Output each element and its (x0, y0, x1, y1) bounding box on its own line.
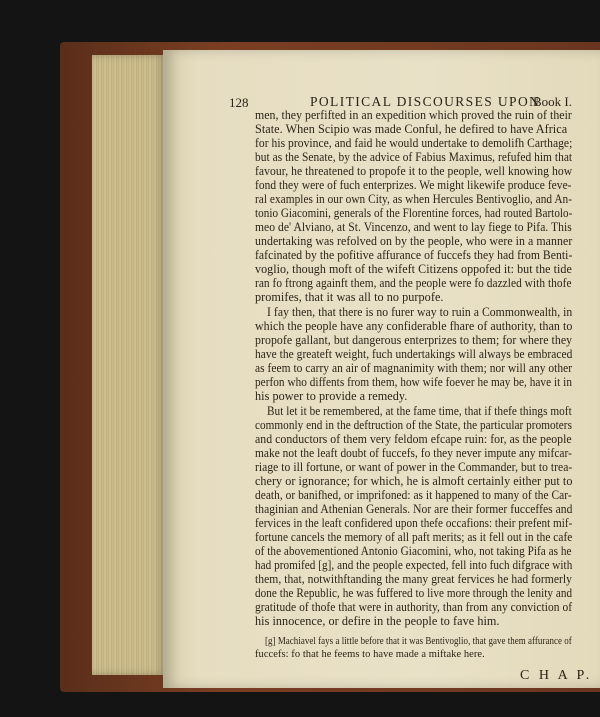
book-label: Book I. (533, 94, 572, 109)
body-line: tonio Giacomini, generals of the Florentine forces, had routed Bartolo- (255, 206, 573, 220)
body-line: meo de' Alviano, at St. Vincenzo, and went to lay fiege to Pifa. This (255, 220, 572, 234)
footnote-line: [g] Machiavel fays a little before that it was Bentivoglio, that gave them affurance of (265, 636, 572, 647)
page-number: 128 (229, 95, 249, 110)
body-line: men, they perfifted in an expedition which proved the ruin of their (255, 108, 572, 122)
body-line: perfon who diffents from them, how wife foever he may be, have it in (255, 375, 572, 389)
body-line: his power to provide a remedy. (255, 389, 408, 403)
running-title: POLITICAL DISCOURSES UPON (310, 94, 541, 109)
body-line: which the people have any confiderable fhare of authority, than to (255, 319, 573, 333)
body-line: had promifed [g], and the people expected, fell into fuch difgrace with (255, 558, 573, 572)
body-line: ral examples in our own City, as when Hercules Bentivoglio, and An- (255, 192, 573, 206)
body-line: make not the leaft doubt of fuccefs, fo they never impute any mifcar- (255, 446, 572, 460)
body-line: them, that, notwithftanding the many great fervices he had formerly (255, 572, 572, 586)
body-line: of the abovementioned Antonio Giacomini, who, not taking Pifa as he (255, 544, 572, 558)
body-line: But let it be remembered, at the fame time, that if thefe things moft (267, 404, 572, 418)
body-line: have the greateft weight, fuch undertakings will always be embraced (255, 347, 573, 361)
body-line: thaginian and Athenian Generals. Nor are their former fucceffes and (255, 502, 573, 516)
body-line: fafcinated by the pofitive affurance of fuccefs they had from Benti- (255, 248, 573, 262)
body-line: promifes, that it was all to no purpofe. (255, 290, 444, 304)
body-line: but as the Senate, by the advice of Fabius Maximus, refufed him that (255, 150, 573, 164)
body-line: gratitude of thofe that were in authority, than from any conviction of (255, 600, 573, 614)
body-line: death, or banifhed, or imprifoned: as it happened to many of the Car- (255, 488, 572, 502)
body-line: I fay then, that there is no furer way to ruin a Commonwealth, in (267, 305, 573, 319)
body-line: State. When Scipio was made Conful, he defired to have Africa (255, 122, 568, 136)
body-line: for his province, and faid he would undertake to demolifh Carthage; (255, 136, 573, 150)
body-line: as feem to carry an air of magnanimity with them; nor will any other (255, 361, 573, 375)
body-line: fond they were of fuch enterprizes. We might likewife produce feve- (255, 178, 572, 192)
body-line: riage to ill fortune, or want of power in the Commander, but to trea- (255, 460, 573, 474)
body-line: fortune cancels the memory of all paft merits; as it fell out in the cafe (255, 530, 573, 544)
footnote-line: fuccefs: fo that he feems to have made a miftake here. (255, 649, 485, 660)
body-line: voglio, though moft of the wifeft Citizens oppofed it: but the tide (255, 262, 572, 276)
body-line: favour, he threatened to propofe it to the people, well knowing how (255, 164, 573, 178)
body-line: commonly end in the deftruction of the State, the particular promoters (255, 418, 572, 432)
body-line: ran fo ftrong againft them, and the people were fo dazzled with thofe (255, 276, 572, 290)
body-line: fervices in the leaft confidered upon thefe occafions: their prefent mif- (255, 516, 573, 530)
body-line: done the Republic, he was fuffered to live more through the lenity and (255, 586, 573, 600)
body-line: chery or ignorance; for which, he is almoft certainly either put to (255, 474, 573, 488)
body-line: his innocence, or defire in the people to fave him. (255, 614, 500, 628)
body-line: propofe gallant, but dangerous enterprizes to them; for where they (255, 333, 573, 347)
body-line: and conductors of them very feldom efcape ruin: for, as the people (255, 432, 572, 446)
catchword: C H A P. (520, 668, 593, 683)
body-line: undertaking was refolved on by the people, who were in a manner (255, 234, 573, 248)
